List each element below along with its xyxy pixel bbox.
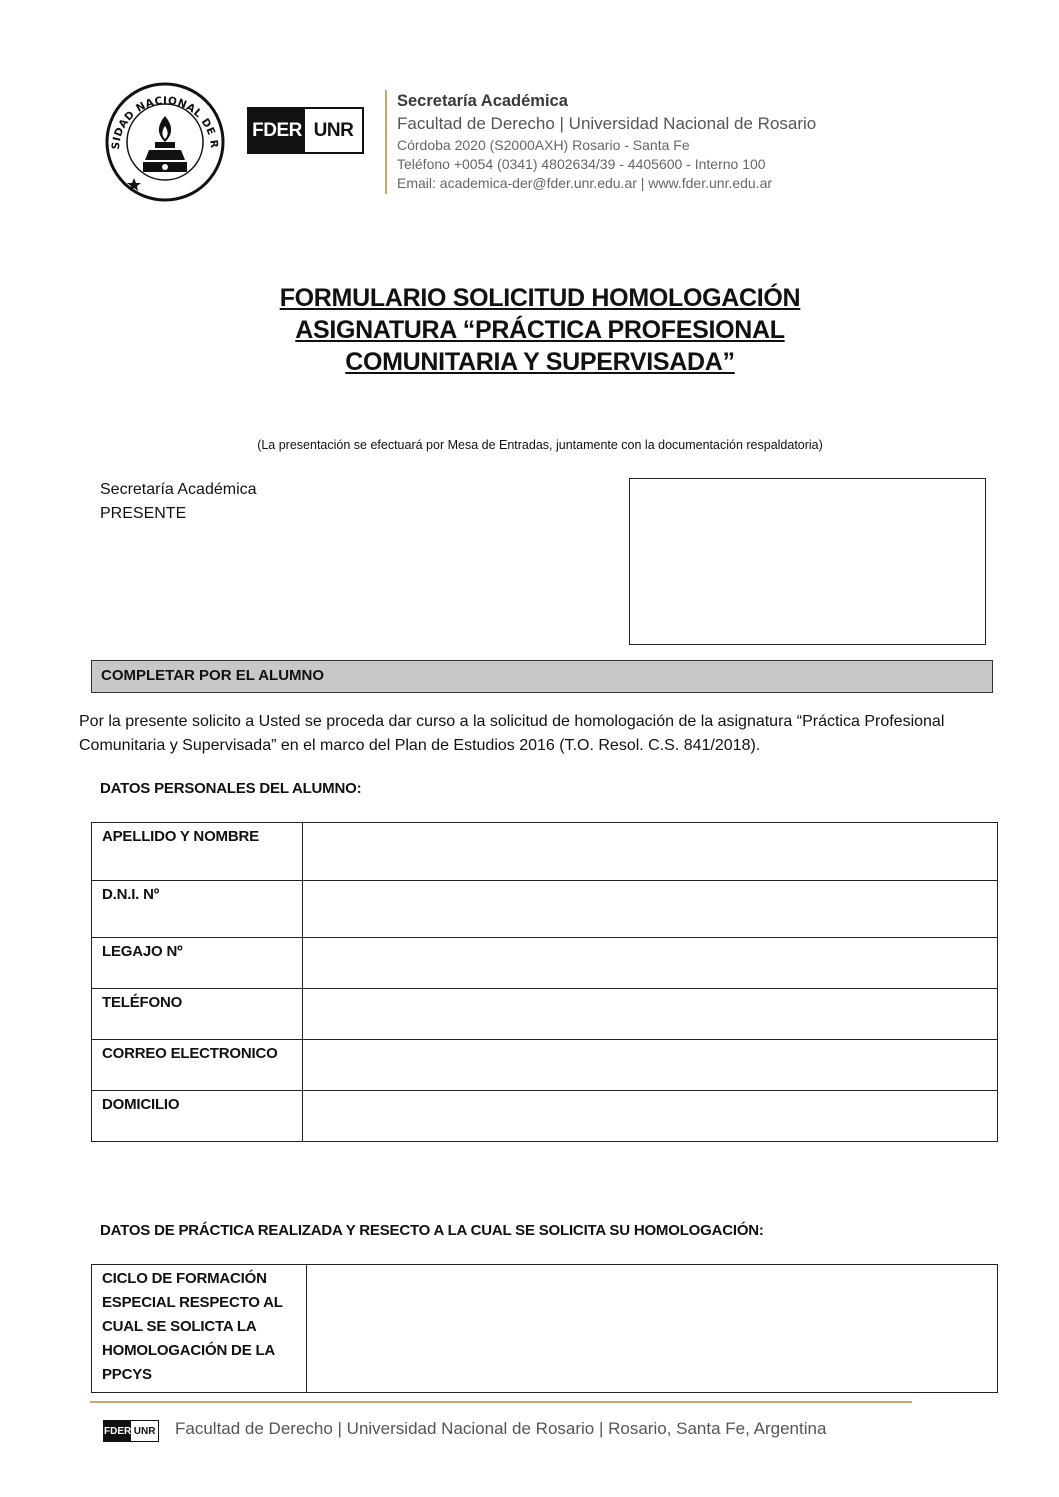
addressee-line-2: PRESENTE (100, 505, 187, 522)
request-paragraph: Por la presente solicito a Usted se proceda dar curso a la solicitud de homologación de la asignatura “Práctica Profesional Comunitaria y Supervisada” en el marco del Plan de Estudios 2016 (T.O. Resol. C.S. 841/2018). (79, 713, 945, 754)
field-input-training-cycle[interactable] (307, 1265, 998, 1393)
field-label-name: APELLIDO Y NOMBRE (92, 823, 303, 881)
field-label-phone: TELÉFONO (92, 989, 303, 1040)
field-input-name[interactable] (303, 823, 998, 881)
field-input-legajo[interactable] (303, 938, 998, 989)
header-address: Córdoba 2020 (S2000AXH) Rosario - Santa Fe (397, 137, 690, 153)
header-faculty: Facultad de Derecho | Universidad Nacional de Rosario (397, 114, 817, 133)
footer-divider (90, 1401, 912, 1403)
field-label-training-cycle: CICLO DE FORMACIÓN ESPECIAL RESPECTO AL CUAL SE SOLICTA LA HOMOLOGACIÓN DE LA PPCYS (92, 1265, 307, 1393)
table-row (92, 989, 998, 1040)
field-label-dni: D.N.I. Nº (92, 881, 303, 938)
header-divider (385, 90, 387, 194)
addressee-line-1: Secretaría Académica (100, 481, 257, 498)
footer-logo-fder: FDER (104, 1421, 131, 1441)
logo-unr-text: UNR (313, 119, 354, 141)
header-email: Email: academica-der@fder.unr.edu.ar | www.fder.unr.edu.ar (397, 175, 773, 191)
header-contact-block (397, 90, 957, 193)
footer-logo (103, 1420, 159, 1442)
table-row (92, 881, 998, 938)
form-title-line-3: COMUNITARIA Y SUPERVISADA” (345, 348, 735, 376)
personal-data-table (91, 822, 998, 1142)
footer-logo-unr: UNR (133, 1425, 156, 1437)
form-title-line-2: ASIGNATURA “PRÁCTICA PROFESIONAL (295, 316, 785, 344)
table-row (92, 1040, 998, 1091)
practice-data-heading: DATOS DE PRÁCTICA REALIZADA Y RESECTO A LA CUAL SE SOLICITA SU HOMOLOGACIÓN: (100, 1222, 764, 1239)
header-phone: Teléfono +0054 (0341) 4802634/39 - 4405600 - Interno 100 (397, 156, 766, 172)
fder-unr-logo (247, 107, 364, 154)
addressee (100, 478, 257, 526)
form-title-line-1: FORMULARIO SOLICITUD HOMOLOGACIÓN (279, 284, 801, 312)
logo-fder-text: FDER (249, 109, 305, 152)
reception-stamp-box[interactable] (629, 478, 986, 645)
table-row (92, 1091, 998, 1142)
footer-text: Facultad de Derecho | Universidad Nacional de Rosario | Rosario, Santa Fe, Argentina (175, 1419, 827, 1438)
table-row (92, 1265, 998, 1393)
table-row (92, 823, 998, 881)
form-title (100, 282, 980, 378)
field-input-address[interactable] (303, 1091, 998, 1142)
field-label-email: CORREO ELECTRONICO (92, 1040, 303, 1091)
header-dept: Secretaría Académica (397, 92, 568, 110)
personal-data-heading: DATOS PERSONALES DEL ALUMNO: (100, 780, 362, 797)
university-seal-logo (103, 80, 227, 204)
svg-text:UNIVERSIDAD NACIONAL DE ROSARI: SIDAD NACIONAL DE R (109, 94, 221, 150)
practice-data-table (91, 1264, 998, 1393)
table-row (92, 938, 998, 989)
submission-note: (La presentación se efectuará por Mesa de Entradas, juntamente con la documentación respaldatoria) (257, 438, 823, 452)
field-input-email[interactable] (303, 1040, 998, 1091)
field-input-dni[interactable] (303, 881, 998, 938)
field-input-phone[interactable] (303, 989, 998, 1040)
field-label-address: DOMICILIO (92, 1091, 303, 1142)
student-section-bar: COMPLETAR POR EL ALUMNO (91, 660, 993, 693)
field-label-legajo: LEGAJO Nº (92, 938, 303, 989)
